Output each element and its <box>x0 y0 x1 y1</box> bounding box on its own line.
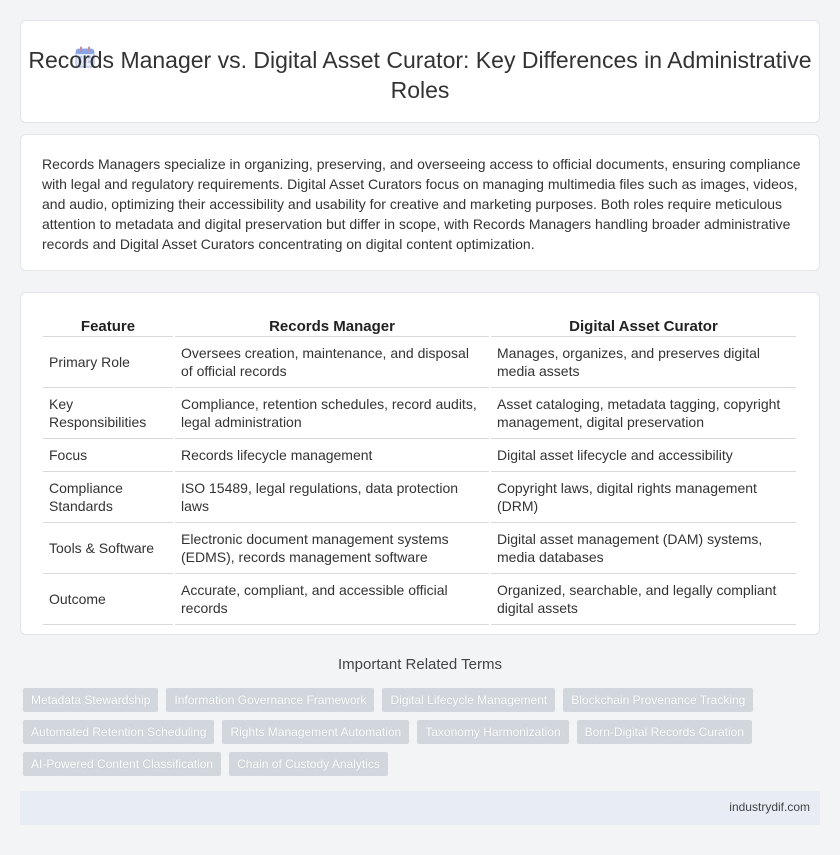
table-row <box>43 472 796 523</box>
digital-asset-curator-cell: Copyright laws, digital rights management (DRM) <box>491 472 796 523</box>
records-manager-cell: Electronic document management systems (EDMS), records management software <box>175 523 489 574</box>
records-manager-cell: Accurate, compliant, and accessible official records <box>175 574 489 625</box>
footer-site[interactable]: industrydif.com <box>729 800 810 814</box>
table-row <box>43 337 796 388</box>
records-manager-cell: Records lifecycle management <box>175 439 489 472</box>
table-row <box>43 523 796 574</box>
feature-cell: Outcome <box>43 574 173 625</box>
digital-asset-curator-cell: Digital asset lifecycle and accessibility <box>491 439 796 472</box>
term-tag[interactable]: Born-Digital Records Curation <box>577 720 752 744</box>
header-digital-asset-curator: Digital Asset Curator <box>491 315 796 337</box>
feature-cell: Primary Role <box>43 337 173 388</box>
header-records-manager: Records Manager <box>175 315 489 337</box>
feature-cell: Tools & Software <box>43 523 173 574</box>
table-row <box>43 439 796 472</box>
term-tag[interactable]: Information Governance Framework <box>166 688 374 712</box>
header-feature: Feature <box>43 315 173 337</box>
comparison-card <box>20 292 820 635</box>
feature-cell: Focus <box>43 439 173 472</box>
term-tag[interactable]: AI-Powered Content Classification <box>23 752 221 776</box>
digital-asset-curator-cell: Manages, organizes, and preserves digital media assets <box>491 337 796 388</box>
term-tag[interactable]: Chain of Custody Analytics <box>229 752 388 776</box>
intro-paragraph: Records Managers specialize in organizing, preserving, and overseeing access to official documents, ensuring compliance with legal and regulatory requirements. Digital Asset Curators focus on managing multimedia files such as images, videos, and audio, optimizing their accessibility and usability for creative and marketing purposes. Both roles require meticulous attention to metadata and digital preservation but differ in scope, with Records Managers handling broader administrative records and Digital Asset Curators concentrating on digital content optimization. <box>42 156 801 252</box>
header-card <box>20 20 820 123</box>
intro-card <box>20 134 820 271</box>
term-tag[interactable]: Metadata Stewardship <box>23 688 158 712</box>
feature-cell: Key Responsibilities <box>43 388 173 439</box>
term-tag[interactable]: Taxonomy Harmonization <box>417 720 568 744</box>
records-manager-cell: Compliance, retention schedules, record audits, legal administration <box>175 388 489 439</box>
table-row <box>43 574 796 625</box>
term-tag[interactable]: Digital Lifecycle Management <box>382 688 555 712</box>
feature-cell: Compliance Standards <box>43 472 173 523</box>
term-tag[interactable]: Rights Management Automation <box>222 720 409 744</box>
related-terms-tags <box>23 688 803 784</box>
records-manager-cell: ISO 15489, legal regulations, data protection laws <box>175 472 489 523</box>
page-title: Records Manager vs. Digital Asset Curator: Key Differences in Administrative Roles <box>28 47 812 103</box>
digital-asset-curator-cell: Digital asset management (DAM) systems, media databases <box>491 523 796 574</box>
footer <box>20 791 820 825</box>
digital-asset-curator-cell: Organized, searchable, and legally compliant digital assets <box>491 574 796 625</box>
digital-asset-curator-cell: Asset cataloging, metadata tagging, copyright management, digital preservation <box>491 388 796 439</box>
term-tag[interactable]: Blockchain Provenance Tracking <box>563 688 753 712</box>
related-terms-title: Important Related Terms <box>338 656 502 673</box>
table-row <box>43 388 796 439</box>
records-manager-cell: Oversees creation, maintenance, and disposal of official records <box>175 337 489 388</box>
table-header-row <box>43 315 796 337</box>
comparison-table <box>41 315 798 625</box>
term-tag[interactable]: Automated Retention Scheduling <box>23 720 214 744</box>
